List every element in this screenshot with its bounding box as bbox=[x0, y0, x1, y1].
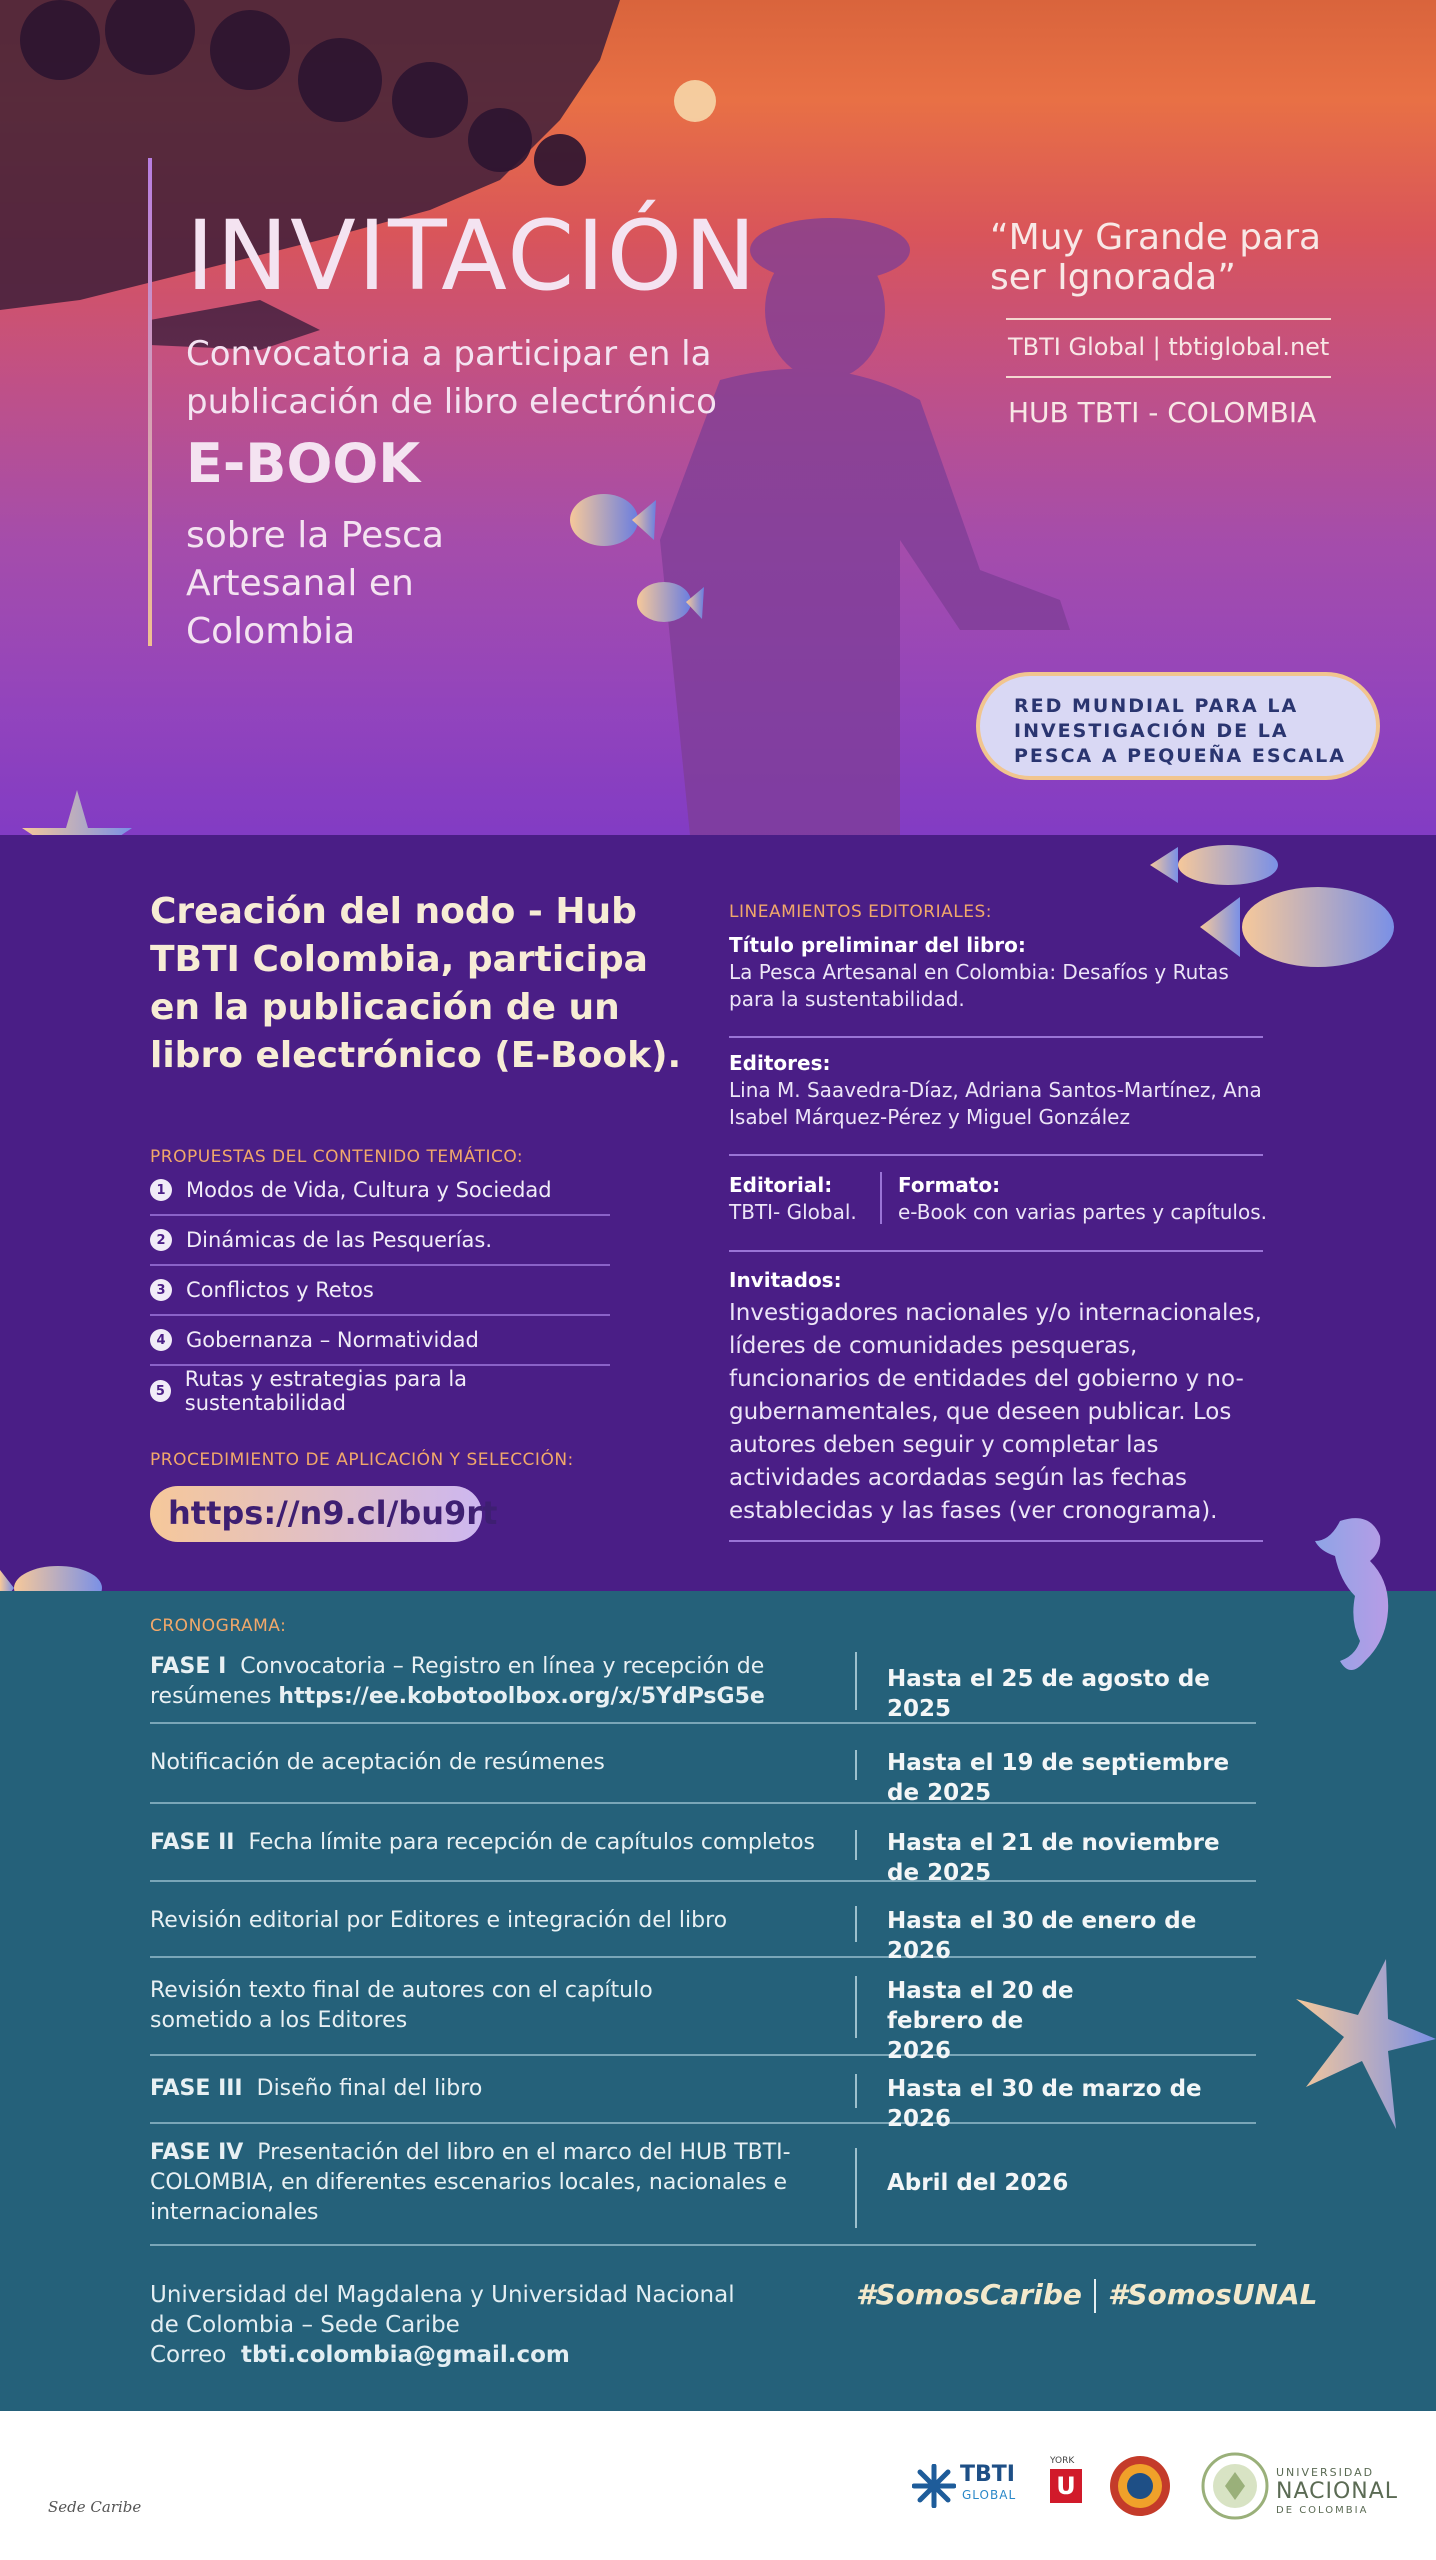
list-item-label: Gobernanza – Normatividad bbox=[186, 1328, 479, 1352]
row-date: Hasta el 30 de marzo de 2026 bbox=[887, 2076, 1202, 2132]
publisher-block bbox=[729, 1172, 879, 1226]
hashtag: #SomosUNAL bbox=[1107, 2278, 1318, 2311]
tbti-snowflake-icon bbox=[912, 2464, 956, 2508]
divider bbox=[855, 1750, 857, 1780]
schedule-row bbox=[150, 1804, 1256, 1886]
row-date: Hasta el 25 de agosto de 2025 bbox=[887, 1666, 1210, 1722]
phase-label: FASE IV bbox=[150, 2140, 244, 2165]
divider bbox=[729, 1250, 1263, 1252]
number-badge: 5 bbox=[150, 1380, 171, 1402]
number-badge: 1 bbox=[150, 1179, 172, 1201]
kobo-link[interactable]: https://ee.kobotoolbox.org/x/5YdPsG5e bbox=[278, 1684, 765, 1709]
divider bbox=[855, 1976, 857, 2038]
book-title-block bbox=[729, 932, 1263, 1013]
row-date: Hasta el 20 de febrero de 2026 bbox=[887, 1978, 1074, 2064]
schedule-row-text bbox=[150, 1652, 830, 1712]
tbti-wordmark: TBTI bbox=[960, 2462, 1015, 2487]
row-description: Convocatoria – Registro en línea y recepción de resúmenes bbox=[150, 1654, 765, 1709]
phase-label: FASE II bbox=[150, 1830, 235, 1855]
schedule-row bbox=[150, 1724, 1256, 1804]
tbti-logo bbox=[912, 2458, 1027, 2520]
divider bbox=[855, 2074, 857, 2108]
number-badge: 2 bbox=[150, 1229, 172, 1251]
unal-seal bbox=[1200, 2446, 1270, 2526]
number-badge: 4 bbox=[150, 1329, 172, 1351]
york-label: YORK bbox=[1050, 2456, 1075, 2466]
ebook-heading: E-BOOK bbox=[186, 432, 421, 495]
editors-block bbox=[729, 1050, 1263, 1131]
divider bbox=[1094, 2279, 1096, 2313]
format-label: Formato: bbox=[898, 1173, 1001, 1197]
guests-label: Invitados: bbox=[729, 1268, 842, 1292]
unal-wordmark bbox=[1276, 2466, 1398, 2516]
publisher-value: TBTI- Global. bbox=[729, 1200, 857, 1224]
hub-name: HUB TBTI - COLOMBIA bbox=[1008, 396, 1317, 429]
schedule-row bbox=[150, 1958, 1256, 2064]
hashtag: #SomosCaribe bbox=[856, 2278, 1082, 2311]
row-description: Revisión texto final de autores con el capítulo sometido a los Editores bbox=[150, 1978, 653, 2033]
list-item bbox=[150, 1366, 610, 1416]
publisher-label: Editorial: bbox=[729, 1173, 833, 1197]
book-title-label: Título preliminar del libro: bbox=[729, 933, 1026, 957]
row-description: Fecha límite para recepción de capítulos completos bbox=[248, 1830, 816, 1855]
list-item-label: Dinámicas de las Pesquerías. bbox=[186, 1228, 493, 1252]
contact-block bbox=[150, 2280, 735, 2370]
phase-label: FASE I bbox=[150, 1654, 227, 1679]
creation-heading: Creación del nodo - Hub TBTI Colombia, participa en la publicación de un libro electrónico (E-Book). bbox=[150, 891, 682, 1076]
list-item bbox=[150, 1166, 610, 1216]
application-link[interactable]: https://n9.cl/bu9rt bbox=[150, 1486, 482, 1542]
contact-line bbox=[150, 2340, 735, 2370]
sun bbox=[674, 80, 716, 122]
email-label: Correo bbox=[150, 2342, 227, 2368]
row-description: Revisión editorial por Editores e integración del libro bbox=[150, 1908, 728, 1933]
unal-line: NACIONAL bbox=[1276, 2479, 1399, 2504]
props-heading: PROPUESTAS DEL CONTENIDO TEMÁTICO: bbox=[150, 1147, 524, 1167]
university-line: Universidad del Magdalena y Universidad Nacional bbox=[150, 2282, 735, 2308]
guidelines-heading: LINEAMIENTOS EDITORIALES: bbox=[729, 902, 992, 922]
university-line: de Colombia – Sede Caribe bbox=[150, 2312, 460, 2338]
tbti-sub: GLOBAL bbox=[962, 2488, 1017, 2502]
list-item bbox=[150, 1216, 610, 1266]
book-title-value: La Pesca Artesanal en Colombia: Desafíos y Rutas para la sustentabilidad. bbox=[729, 960, 1229, 1011]
ebook-topic: sobre la Pesca Artesanal en Colombia bbox=[186, 515, 444, 652]
schedule-row bbox=[150, 2124, 1256, 2246]
slogan-quote: “Muy Grande para ser Ignorada” bbox=[990, 217, 1322, 298]
divider bbox=[1006, 318, 1331, 320]
network-badge: RED MUNDIAL PARA LA INVESTIGACIÓN DE LA PESCA A PEQUEÑA ESCALA bbox=[980, 676, 1376, 776]
york-u-icon: U bbox=[1050, 2469, 1082, 2503]
schedule-row-text bbox=[150, 2074, 830, 2104]
list-item bbox=[150, 1316, 610, 1366]
divider bbox=[729, 1154, 1263, 1156]
row-description: Diseño final del libro bbox=[256, 2076, 483, 2101]
row-description: Notificación de aceptación de resúmenes bbox=[150, 1750, 605, 1775]
list-item-label: Conflictos y Retos bbox=[186, 1278, 374, 1302]
starfish-icon bbox=[1296, 1959, 1436, 2129]
divider bbox=[855, 2148, 857, 2228]
email-link[interactable]: tbti.colombia@gmail.com bbox=[240, 2342, 570, 2368]
procedure-heading: PROCEDIMIENTO DE APLICACIÓN Y SELECCIÓN: bbox=[150, 1450, 574, 1470]
row-description: Presentación del libro en el marco del HUB TBTI-COLOMBIA, en diferentes escenarios locales, nacionales e internacionales bbox=[150, 2140, 791, 2225]
schedule-row-text bbox=[150, 2138, 810, 2228]
schedule-row bbox=[150, 2056, 1256, 2132]
tropical-fish-icon bbox=[566, 485, 656, 555]
unal-line: DE COLOMBIA bbox=[1276, 2505, 1369, 2516]
guests-value: Investigadores nacionales y/o internacionales, líderes de comunidades pesqueras, funcionarios de entidades del gobierno y no-gubernamentales, que deseen publicar. Los autores deben seguir y completar las actividades acordadas según las fechas establecidas y las fases (ver cronograma). bbox=[729, 1300, 1262, 1524]
title-accent-line bbox=[148, 158, 152, 646]
starfish-icon bbox=[22, 790, 132, 835]
divider bbox=[729, 1036, 1263, 1038]
editors-label: Editores: bbox=[729, 1051, 831, 1075]
row-date: Hasta el 21 de noviembre de 2025 bbox=[887, 1830, 1220, 1886]
row-date: Hasta el 30 de enero de 2026 bbox=[887, 1908, 1197, 1964]
divider bbox=[729, 1540, 1263, 1542]
hashtags bbox=[856, 2278, 1318, 2313]
schedule-heading: CRONOGRAMA: bbox=[150, 1616, 287, 1636]
invitation-subtitle: Convocatoria a participar en la publicación de libro electrónico bbox=[186, 334, 717, 422]
unal-line: UNIVERSIDAD bbox=[1276, 2466, 1375, 2479]
schedule-row bbox=[150, 1882, 1256, 1964]
format-value: e-Book con varias partes y capítulos. bbox=[898, 1200, 1267, 1224]
unimagdalena-seal bbox=[1108, 2454, 1172, 2518]
sede-label: Sede Caribe bbox=[48, 2498, 142, 2516]
format-block bbox=[898, 1172, 1278, 1226]
row-date: Hasta el 19 de septiembre de 2025 bbox=[887, 1750, 1230, 1806]
row-date: Abril del 2026 bbox=[887, 2170, 1069, 2196]
page-title: INVITACIÓN bbox=[186, 200, 758, 312]
divider bbox=[880, 1172, 882, 1224]
editors-value: Lina M. Saavedra-Díaz, Adriana Santos-Martínez, Ana Isabel Márquez-Pérez y Miguel González bbox=[729, 1078, 1262, 1129]
phase-label: FASE III bbox=[150, 2076, 243, 2101]
schedule-row-text bbox=[150, 1828, 830, 1858]
divider bbox=[855, 1652, 857, 1710]
number-badge: 3 bbox=[150, 1279, 172, 1301]
divider bbox=[1006, 376, 1331, 378]
list-item-label: Modos de Vida, Cultura y Sociedad bbox=[186, 1178, 552, 1202]
list-item-label: Rutas y estrategias para la sustentabilidad bbox=[184, 1367, 468, 1415]
schedule-row bbox=[150, 1648, 1256, 1724]
seahorse-icon bbox=[1310, 1511, 1410, 1681]
tbti-site-link[interactable]: TBTI Global | tbtiglobal.net bbox=[1008, 333, 1330, 361]
guests-block bbox=[729, 1264, 1263, 1528]
divider bbox=[855, 1906, 857, 1942]
list-item bbox=[150, 1266, 610, 1316]
divider bbox=[855, 1830, 857, 1860]
tropical-fish-icon bbox=[634, 575, 704, 629]
york-logo bbox=[1050, 2456, 1086, 2526]
